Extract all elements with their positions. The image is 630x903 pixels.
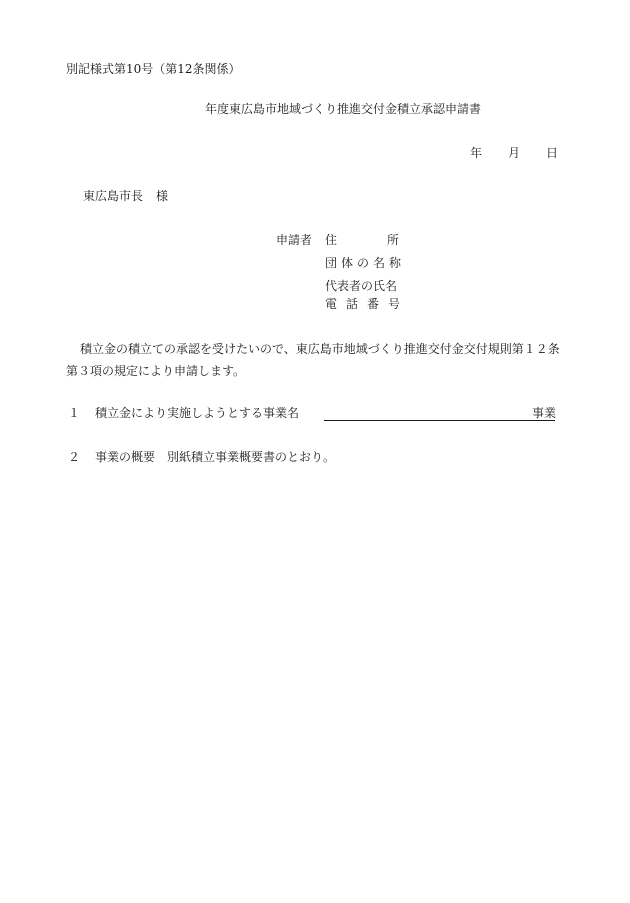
item-1-label: 積立金により実施しようとする事業名 — [95, 406, 300, 420]
addressee-name: 東広島市長 — [83, 189, 144, 203]
applicant-label: 申請者 — [276, 233, 313, 247]
item-1-suffix: 事業 — [532, 406, 557, 420]
item-2-label: 事業の概要 — [95, 450, 156, 464]
address-label-part2: 所 — [387, 233, 400, 247]
item-2-row — [95, 451, 335, 463]
addressee-honorific: 様 — [156, 189, 169, 203]
item-2-number: ２ — [68, 450, 81, 464]
body-text-line-1: 積立金の積立ての承認を受けたいので、東広島市地域づくり推進交付金交付規則第１２条 — [80, 342, 560, 356]
date-row — [470, 147, 558, 159]
date-day-label: 日 — [546, 146, 559, 160]
date-month-label: 月 — [508, 146, 521, 160]
document-title: 年度東広島市地域づくり推進交付金積立承認申請書 — [205, 102, 482, 116]
date-year-label: 年 — [470, 146, 483, 160]
address-label-part1: 住 — [325, 233, 338, 247]
project-name-underline — [324, 420, 555, 421]
item-2-detail: 別紙積立事業概要書のとおり。 — [167, 450, 336, 464]
address-field-label — [325, 234, 399, 246]
representative-field-label: 代表者の氏名 — [325, 279, 398, 293]
form-number: 別記様式第10号（第12条関係） — [66, 62, 241, 76]
org-name-field-label: 団体の名称 — [325, 256, 406, 270]
addressee — [83, 190, 168, 202]
phone-field-label: 電話番号 — [325, 297, 410, 311]
body-text-line-2: 第３項の規定により申請します。 — [66, 364, 246, 378]
item-1-number: １ — [68, 406, 81, 420]
